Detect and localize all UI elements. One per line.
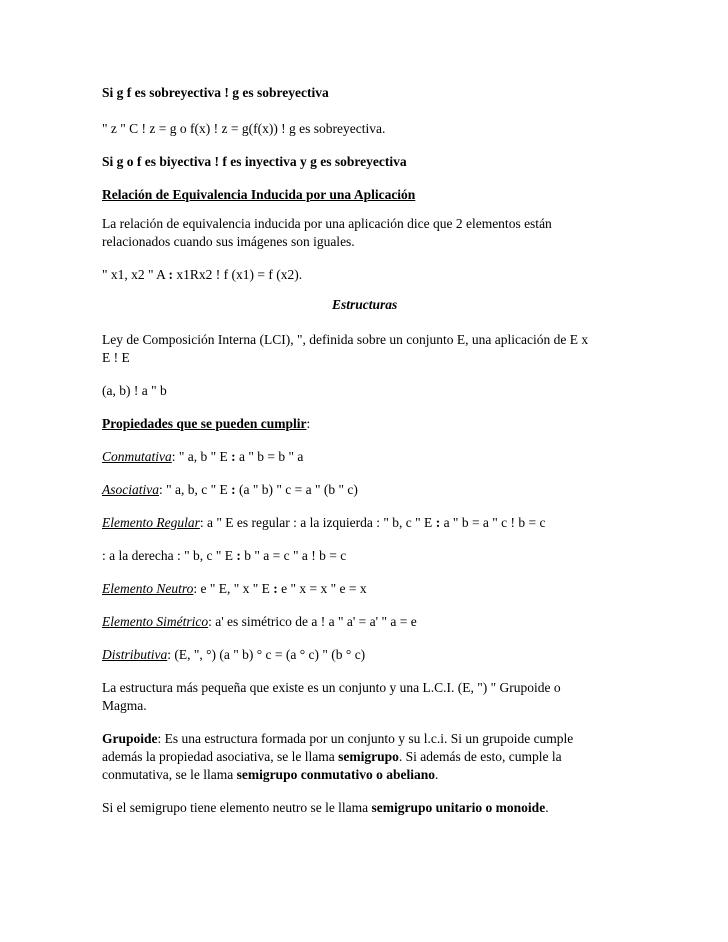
property-asociativa-label: Asociativa (102, 482, 159, 497)
property-conmutativa-text2: a " b = b " a (235, 449, 304, 464)
property-regular-derecha-text1: : a la derecha : " b, c " E (102, 548, 237, 563)
paragraph-grupoide-text3: . Si además de esto, cumple la (398, 749, 562, 764)
formula-lci: (a, b) ! a " b (102, 383, 167, 398)
property-elemento-simetrico (102, 613, 417, 631)
property-conmutativa-label: Conmutativa (102, 449, 172, 464)
heading-propiedades-colon: : (306, 416, 311, 431)
heading-propiedades (102, 415, 310, 433)
term-semigrupo: semigrupo (338, 749, 399, 764)
property-conmutativa (102, 448, 303, 466)
heading-propiedades-label: Propiedades que se pueden cumplir (102, 416, 307, 431)
property-regular-text1: : a " E es regular : a la izquierda : " b, c " E (199, 515, 436, 530)
property-asociativa-colon: : (231, 482, 236, 497)
property-regular-label: Elemento Regular (102, 515, 200, 530)
property-simetrico-label: Elemento Simétrico (102, 614, 209, 629)
property-distributiva (102, 646, 365, 664)
property-neutro-colon: : (273, 581, 278, 596)
section-title-estructuras: Estructuras (332, 297, 398, 312)
formula-relacion-colon: : (168, 267, 174, 282)
paragraph-grupoide-line2 (102, 748, 562, 766)
paragraph-grupoide-text4: conmutativa, se le llama (102, 767, 237, 782)
property-regular-colon: : (435, 515, 441, 530)
paragraph-grupoide-magma-line1: La estructura más pequeña que existe es un conjunto y una L.C.I. (E, ") " Grupoide o (102, 680, 561, 695)
property-regular-derecha-text2: b " a = c " a ! b = c (240, 548, 347, 563)
property-asociativa-text1: : " a, b, c " E (159, 482, 232, 497)
paragraph-monoide-text1: Si el semigrupo tiene elemento neutro se le llama (102, 800, 372, 815)
section-heading-relacion: Relación de Equivalencia Inducida por una Aplicación (102, 187, 416, 202)
theorem-biyectiva: Si g o f es biyectiva ! f es inyectiva y g es sobreyectiva (102, 154, 407, 169)
property-elemento-regular-derecha (102, 547, 346, 565)
paragraph-lci-line2: E ! E (102, 350, 130, 365)
property-simetrico-text: : a' es simétrico de a ! a " a' = a' " a = e (208, 614, 417, 629)
paragraph-monoide (102, 799, 549, 817)
property-elemento-regular (102, 514, 546, 532)
property-asociativa (102, 481, 358, 499)
paragraph-relacion-line2: relacionados cuando sus imágenes son iguales. (102, 234, 355, 249)
theorem-sobreyectiva: Si g f es sobreyectiva ! g es sobreyectiva (102, 85, 329, 100)
property-neutro-label: Elemento Neutro (102, 581, 194, 596)
term-monoide: semigrupo unitario o monoide (371, 800, 546, 815)
property-distributiva-text: : (E, ", °) (a " b) ° c = (a ° c) " (b ° c) (167, 647, 366, 662)
property-neutro-text2: e " x = x " e = x (277, 581, 367, 596)
paragraph-lci-line1: Ley de Composición Interna (LCI), ", definida sobre un conjunto E, una aplicación de E x (102, 332, 589, 347)
paragraph-relacion-line1: La relación de equivalencia inducida por una aplicación dice que 2 elementos están (102, 216, 552, 231)
paragraph-monoide-text2: . (545, 800, 549, 815)
formula-relacion-part2: x1Rx2 ! f (x1) = f (x2). (173, 267, 303, 282)
property-conmutativa-text1: : " a, b " E (171, 449, 232, 464)
paragraph-grupoide-text5: . (434, 767, 439, 782)
paragraph-grupoide-text2: además la propiedad asociativa, se le llama (102, 749, 339, 764)
property-regular-text2: a " b = a " c ! b = c (440, 515, 546, 530)
property-neutro-text1: : e " E, " x " E (193, 581, 274, 596)
property-elemento-neutro (102, 580, 367, 598)
property-asociativa-text2: (a " b) " c = a " (b " c) (235, 482, 358, 497)
property-distributiva-label: Distributiva (102, 647, 168, 662)
paragraph-grupoide-magma-line2: Magma. (102, 698, 147, 713)
paragraph-grupoide-text1: : Es una estructura formada por un conjunto y su l.c.i. Si un grupoide cumple (157, 731, 574, 746)
property-conmutativa-colon: : (231, 449, 236, 464)
paragraph-grupoide-line1 (102, 730, 573, 748)
formula-relacion (102, 266, 302, 284)
paragraph-grupoide-line3 (102, 766, 438, 784)
property-regular-derecha-colon: : (236, 548, 241, 563)
proof-sobreyectiva: " z " C ! z = g o f(x) ! z = g(f(x)) ! g es sobreyectiva. (102, 121, 386, 136)
formula-relacion-part1: " x1, x2 " A (102, 267, 169, 282)
term-grupoide: Grupoide (102, 731, 158, 746)
term-semigrupo-abeliano: semigrupo conmutativo o abeliano (236, 767, 435, 782)
